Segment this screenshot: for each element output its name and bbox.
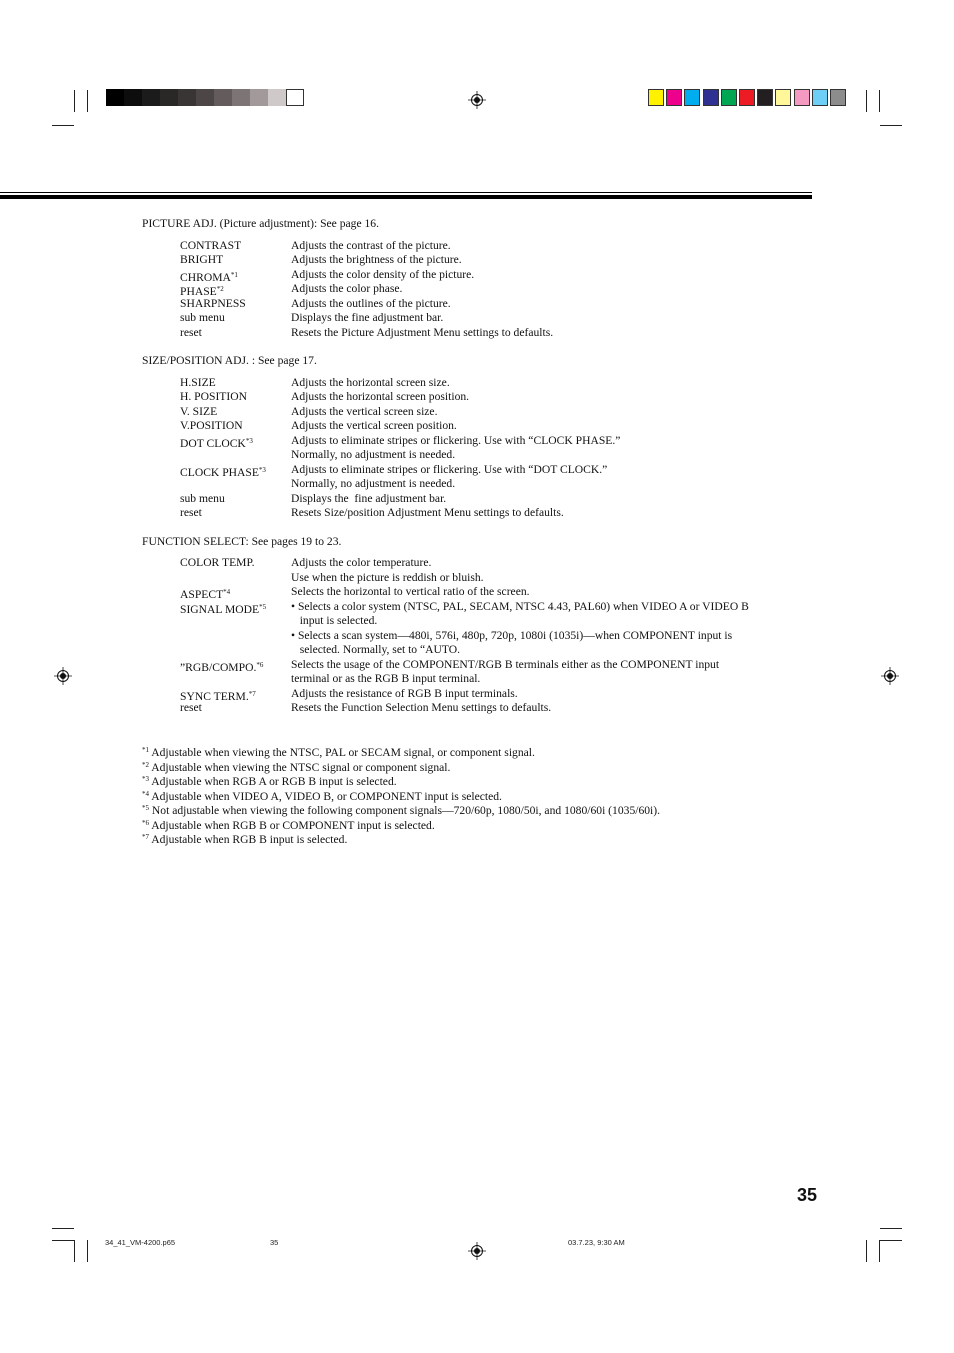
menu-item-term: reset bbox=[180, 325, 202, 339]
color-swatch bbox=[666, 89, 682, 106]
menu-item-description: terminal or as the RGB B input terminal. bbox=[291, 672, 481, 685]
menu-item-description: input is selected. bbox=[291, 614, 378, 627]
menu-item-description: • Selects a scan system—480i, 576i, 480p, 720p, 1080i (1035i)—when COMPONENT input is bbox=[291, 628, 733, 642]
menu-item-row bbox=[0, 701, 800, 716]
menu-item-row bbox=[0, 434, 800, 463]
menu-item-description: Selects the horizontal to vertical ratio of the screen. bbox=[291, 585, 530, 598]
gray-swatch bbox=[232, 89, 250, 106]
slug-page: 35 bbox=[270, 1238, 279, 1247]
color-swatch bbox=[703, 89, 719, 106]
menu-item-row bbox=[0, 390, 800, 405]
footnote-marker: *3 bbox=[258, 465, 266, 474]
footnote-marker: *5 bbox=[142, 804, 149, 812]
menu-item-description: Normally, no adjustment is needed. bbox=[291, 477, 456, 490]
footnote-marker: *2 bbox=[216, 285, 224, 293]
section-title: FUNCTION SELECT: See pages 19 to 23. bbox=[142, 534, 342, 548]
color-swatch bbox=[812, 89, 828, 106]
menu-item-row bbox=[0, 506, 800, 521]
gray-swatch bbox=[286, 89, 304, 106]
menu-item-description: Adjusts to eliminate stripes or flickering. Use with “DOT CLOCK.” bbox=[291, 462, 608, 476]
menu-item-term: CHROMA$^{*1}$ bbox=[180, 270, 238, 284]
menu-item-row bbox=[0, 268, 800, 283]
menu-item-row bbox=[0, 253, 800, 268]
menu-item-term: COLOR TEMP. bbox=[180, 556, 255, 569]
menu-item-row bbox=[0, 282, 800, 297]
menu-item-description: Normally, no adjustment is needed. bbox=[291, 448, 456, 461]
footnote: $^{*2}$ Adjustable when viewing the NTSC signal or component signal. bbox=[142, 760, 451, 774]
menu-item-row bbox=[0, 239, 800, 254]
color-swatch bbox=[775, 89, 791, 106]
header-rule-thin bbox=[0, 192, 812, 193]
color-swatch bbox=[648, 89, 664, 106]
menu-item-description: Adjusts the vertical screen position. bbox=[291, 419, 457, 432]
menu-item-row bbox=[0, 600, 800, 658]
menu-item-term: SHARPNESS bbox=[180, 296, 246, 310]
menu-item-term: sub menu bbox=[180, 311, 225, 324]
menu-item-description: Adjusts the color temperature. bbox=[291, 556, 432, 569]
menu-item-row bbox=[0, 376, 800, 391]
footnote-marker: *5 bbox=[259, 602, 267, 611]
slug-timestamp: 03.7.23, 9:30 AM bbox=[568, 1238, 625, 1247]
menu-item-description: • Selects a color system (NTSC, PAL, SECAM, NTSC 4.43, PAL60) when VIDEO A or VIDEO B bbox=[291, 599, 749, 613]
footnote-marker: *1 bbox=[230, 270, 238, 279]
menu-item-row bbox=[0, 658, 800, 687]
color-swatch bbox=[757, 89, 773, 106]
menu-item-term: SYNC TERM.$^{*7}$ bbox=[180, 689, 256, 703]
menu-item-term: reset bbox=[180, 506, 202, 519]
menu-item-row bbox=[0, 556, 800, 585]
section-title: PICTURE ADJ. (Picture adjustment): See page 16. bbox=[142, 217, 379, 230]
menu-item-description: Adjusts to eliminate stripes or flickering. Use with “CLOCK PHASE.” bbox=[291, 433, 621, 447]
menu-item-term: H. POSITION bbox=[180, 390, 247, 403]
menu-item-row bbox=[0, 311, 800, 326]
menu-item-term: SIGNAL MODE$^{*5}$ bbox=[180, 602, 267, 616]
menu-item-term: ASPECT$^{*4}$ bbox=[180, 588, 231, 601]
menu-item-term: H.SIZE bbox=[180, 375, 216, 389]
menu-item-description: Adjusts the brightness of the picture. bbox=[291, 253, 462, 266]
menu-item-term: BRIGHT bbox=[180, 253, 224, 266]
menu-item-term: V. SIZE bbox=[180, 404, 218, 418]
slug-filename: 34_41_VM-4200.p65 bbox=[105, 1238, 176, 1247]
footnote-marker: *3 bbox=[142, 775, 149, 783]
menu-item-term: reset bbox=[180, 701, 202, 714]
footnote-marker: *6 bbox=[142, 818, 149, 827]
footnote-marker: *4 bbox=[223, 588, 231, 596]
gray-swatch bbox=[178, 89, 196, 106]
menu-item-description: Selects the usage of the COMPONENT/RGB B terminals either as the COMPONENT input bbox=[291, 657, 720, 671]
registration-mark-icon bbox=[468, 1242, 486, 1260]
footnote: $^{*3}$ Adjustable when RGB A or RGB B input is selected. bbox=[142, 775, 397, 788]
menu-item-term: ”RGB/COMPO.$^{*6}$ bbox=[180, 660, 264, 674]
footnote: $^{*5}$ Not adjustable when viewing the following component signals—720/60p, 1080/50i, and 1080/60i (1035/60i). bbox=[142, 804, 661, 817]
footnote: $^{*6}$ Adjustable when RGB B or COMPONENT input is selected. bbox=[142, 818, 435, 832]
footnote: $^{*4}$ Adjustable when VIDEO A, VIDEO B, or COMPONENT input is selected. bbox=[142, 789, 502, 803]
menu-item-description: Use when the picture is reddish or bluish. bbox=[291, 570, 484, 584]
menu-item-description: Adjusts the horizontal screen size. bbox=[291, 375, 450, 389]
footnote: $^{*1}$ Adjustable when viewing the NTSC, PAL or SECAM signal, or component signal. bbox=[142, 746, 535, 759]
menu-item-term: CLOCK PHASE$^{*3}$ bbox=[180, 465, 266, 479]
color-swatch bbox=[830, 89, 846, 106]
footnote-marker: *3 bbox=[245, 436, 253, 445]
menu-item-description: Adjusts the outlines of the picture. bbox=[291, 296, 451, 310]
menu-item-description: Displays the fine adjustment bar. bbox=[291, 311, 444, 324]
color-swatch bbox=[721, 89, 737, 106]
menu-item-term: PHASE$^{*2}$ bbox=[180, 285, 224, 298]
registration-mark-icon bbox=[881, 667, 899, 685]
footnote: $^{*7}$ Adjustable when RGB B input is selected. bbox=[142, 833, 348, 846]
menu-item-row bbox=[0, 326, 800, 341]
footnote-marker: *2 bbox=[142, 760, 149, 769]
menu-item-description: Resets the Picture Adjustment Menu settings to defaults. bbox=[291, 325, 554, 339]
footnote-marker: *7 bbox=[142, 833, 149, 841]
menu-item-row bbox=[0, 687, 800, 702]
section-title: SIZE/POSITION ADJ. : See page 17. bbox=[142, 354, 317, 367]
menu-item-description: Adjusts the color phase. bbox=[291, 282, 403, 295]
menu-item-description: selected. Normally, set to “AUTO. bbox=[291, 643, 461, 656]
menu-item-description: Resets Size/position Adjustment Menu settings to defaults. bbox=[291, 506, 564, 519]
menu-item-term: CONTRAST bbox=[180, 238, 242, 252]
color-swatch bbox=[794, 89, 810, 106]
gray-swatch bbox=[160, 89, 178, 106]
menu-item-description: Adjusts the contrast of the picture. bbox=[291, 238, 451, 252]
menu-item-description: Adjusts the vertical screen size. bbox=[291, 404, 438, 418]
gray-swatch bbox=[196, 89, 214, 106]
menu-item-term: DOT CLOCK$^{*3}$ bbox=[180, 436, 253, 450]
gray-swatch bbox=[124, 89, 142, 106]
color-swatch bbox=[684, 89, 700, 106]
gray-swatch bbox=[250, 89, 268, 106]
menu-item-term: sub menu bbox=[180, 491, 225, 505]
menu-item-description: Resets the Function Selection Menu settings to defaults. bbox=[291, 701, 552, 714]
menu-item-description: Displays the fine adjustment bar. bbox=[291, 491, 447, 505]
registration-mark-icon bbox=[468, 91, 486, 109]
footnote-marker: *4 bbox=[142, 789, 149, 798]
menu-item-description: Adjusts the color density of the picture. bbox=[291, 267, 475, 281]
menu-item-description: Adjusts the resistance of RGB B input terminals. bbox=[291, 686, 518, 700]
gray-swatch bbox=[268, 89, 286, 106]
color-swatch bbox=[739, 89, 755, 106]
menu-item-row bbox=[0, 463, 800, 492]
header-rule bbox=[0, 195, 812, 199]
gray-swatch bbox=[106, 89, 124, 106]
menu-item-row bbox=[0, 492, 800, 507]
gray-swatch bbox=[142, 89, 160, 106]
menu-item-term: V.POSITION bbox=[180, 419, 243, 432]
page-number: 35 bbox=[797, 1185, 818, 1205]
footnote-marker: *6 bbox=[256, 660, 264, 669]
menu-item-row bbox=[0, 419, 800, 434]
footnote-marker: *7 bbox=[248, 689, 256, 698]
footnote-marker: *1 bbox=[142, 746, 149, 754]
menu-item-row bbox=[0, 297, 800, 312]
menu-item-row bbox=[0, 405, 800, 420]
gray-swatch bbox=[214, 89, 232, 106]
menu-item-description: Adjusts the horizontal screen position. bbox=[291, 390, 470, 403]
menu-item-row bbox=[0, 585, 800, 600]
